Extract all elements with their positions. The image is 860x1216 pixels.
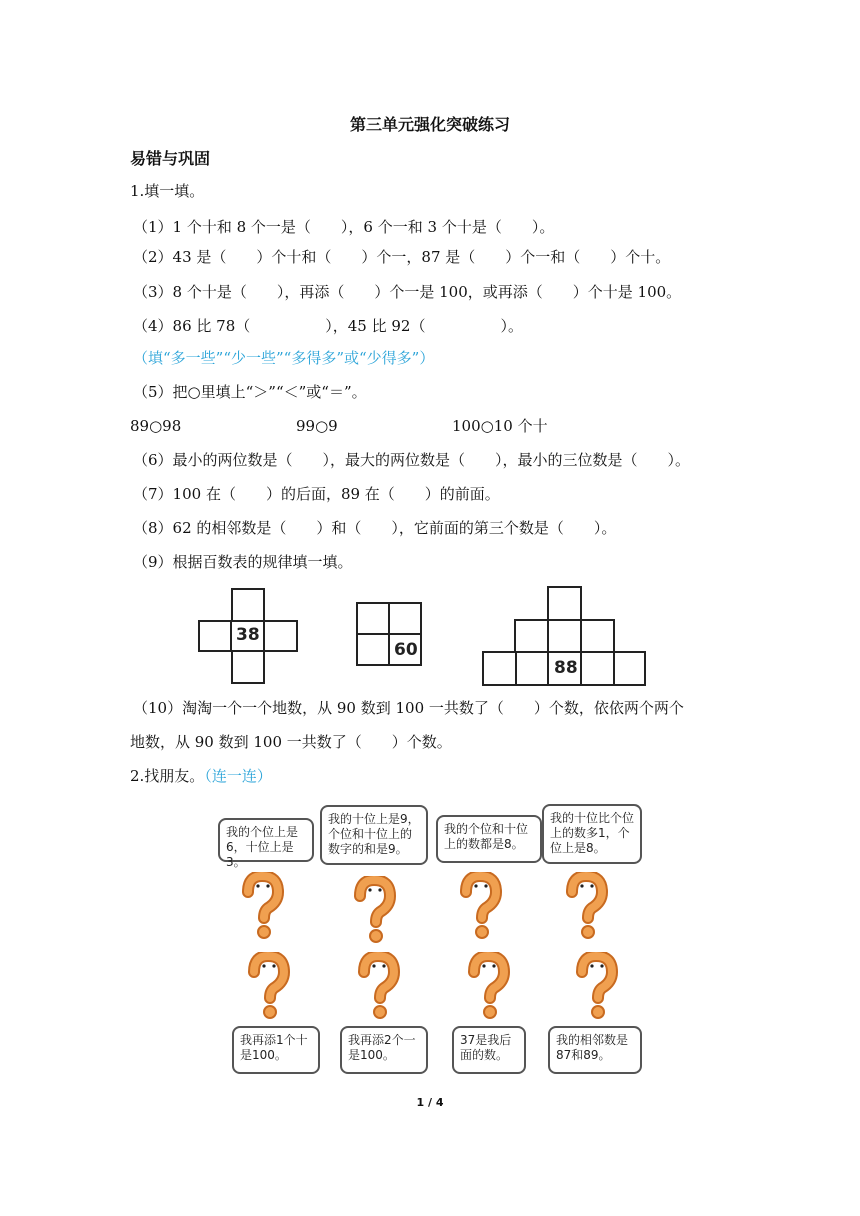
compare-1: 89○98 bbox=[130, 417, 182, 435]
bottom-bubble-2[interactable]: 我再添2个一是100。 bbox=[340, 1026, 428, 1074]
bottom-bubble-1[interactable]: 我再添1个十是100。 bbox=[232, 1026, 320, 1074]
compare-2: 99○9 bbox=[296, 417, 338, 435]
top-bubble-2[interactable]: 我的十位上是9，个位和十位上的数字的和是9。 bbox=[320, 805, 428, 865]
question-mark-icon bbox=[574, 952, 618, 1024]
q1-item-8: （8）62 的相邻数是（ ）和（ ），它前面的第三个数是（ ）。 bbox=[133, 519, 617, 537]
bottom-bubble-4[interactable]: 我的相邻数是87和89。 bbox=[548, 1026, 642, 1074]
q2-heading bbox=[130, 766, 272, 786]
question-mark-icon bbox=[466, 952, 510, 1024]
top-bubble-1[interactable]: 我的个位上是6，十位上是3。 bbox=[218, 818, 314, 862]
q1-item-3: （3）8 个十是（ ），再添（ ）个一是 100，或再添（ ）个十是 100。 bbox=[133, 283, 682, 301]
grid-number-88: 88 bbox=[554, 658, 578, 678]
grid-number-60: 60 bbox=[394, 640, 418, 660]
number-grid-cross bbox=[198, 588, 298, 684]
q1-item-9: （9）根据百数表的规律填一填。 bbox=[133, 553, 353, 571]
question-mark-icon bbox=[564, 872, 608, 944]
q1-item-7: （7）100 在（ ）的后面，89 在（ ）的前面。 bbox=[133, 485, 500, 503]
number-grid-square bbox=[356, 602, 422, 666]
page-title: 第三单元强化突破练习 bbox=[349, 115, 510, 134]
page-number: 1 / 4 bbox=[416, 1096, 444, 1109]
q1-item-10-line1: （10）淘淘一个一个地数，从 90 数到 100 一共数了（ ）个数，依依两个两个 bbox=[133, 699, 684, 717]
question-mark-icon bbox=[240, 872, 284, 944]
q1-item-10-line2: 地数，从 90 数到 100 一共数了（ ）个数。 bbox=[130, 733, 452, 751]
top-bubble-3[interactable]: 我的个位和十位上的数都是8。 bbox=[436, 815, 542, 863]
q1-heading: 1.填一填。 bbox=[130, 182, 205, 200]
question-mark-icon bbox=[458, 872, 502, 944]
top-bubble-4[interactable]: 我的十位比个位上的数多1，个位上是8。 bbox=[542, 804, 642, 864]
number-grid-stair bbox=[482, 586, 646, 686]
bottom-bubble-3[interactable]: 37是我后面的数。 bbox=[452, 1026, 526, 1074]
question-mark-icon bbox=[352, 876, 396, 948]
q1-item-4: （4）86 比 78（ ），45 比 92（ ）。 bbox=[133, 317, 523, 335]
q1-hint: （填“多一些”“少一些”“多得多”或“少得多”） bbox=[133, 349, 435, 367]
q2-hint: （连一连） bbox=[204, 767, 272, 785]
q1-item-2: （2）43 是（ ）个十和（ ）个一，87 是（ ）个一和（ ）个十。 bbox=[133, 248, 671, 266]
grid-number-38: 38 bbox=[236, 625, 260, 645]
section-heading: 易错与巩固 bbox=[130, 149, 211, 168]
q1-item-6: （6）最小的两位数是（ ），最大的两位数是（ ），最小的三位数是（ ）。 bbox=[133, 451, 691, 469]
question-mark-icon bbox=[356, 952, 400, 1024]
q1-item-5: （5）把○里填上“＞”“＜”或“＝”。 bbox=[133, 383, 367, 401]
q2-heading-text: 2.找朋友。 bbox=[130, 767, 205, 785]
question-mark-icon bbox=[246, 952, 290, 1024]
q1-item-1: （1）1 个十和 8 个一是（ ），6 个一和 3 个十是（ ）。 bbox=[133, 218, 555, 236]
compare-3: 100○10 个十 bbox=[452, 417, 548, 435]
